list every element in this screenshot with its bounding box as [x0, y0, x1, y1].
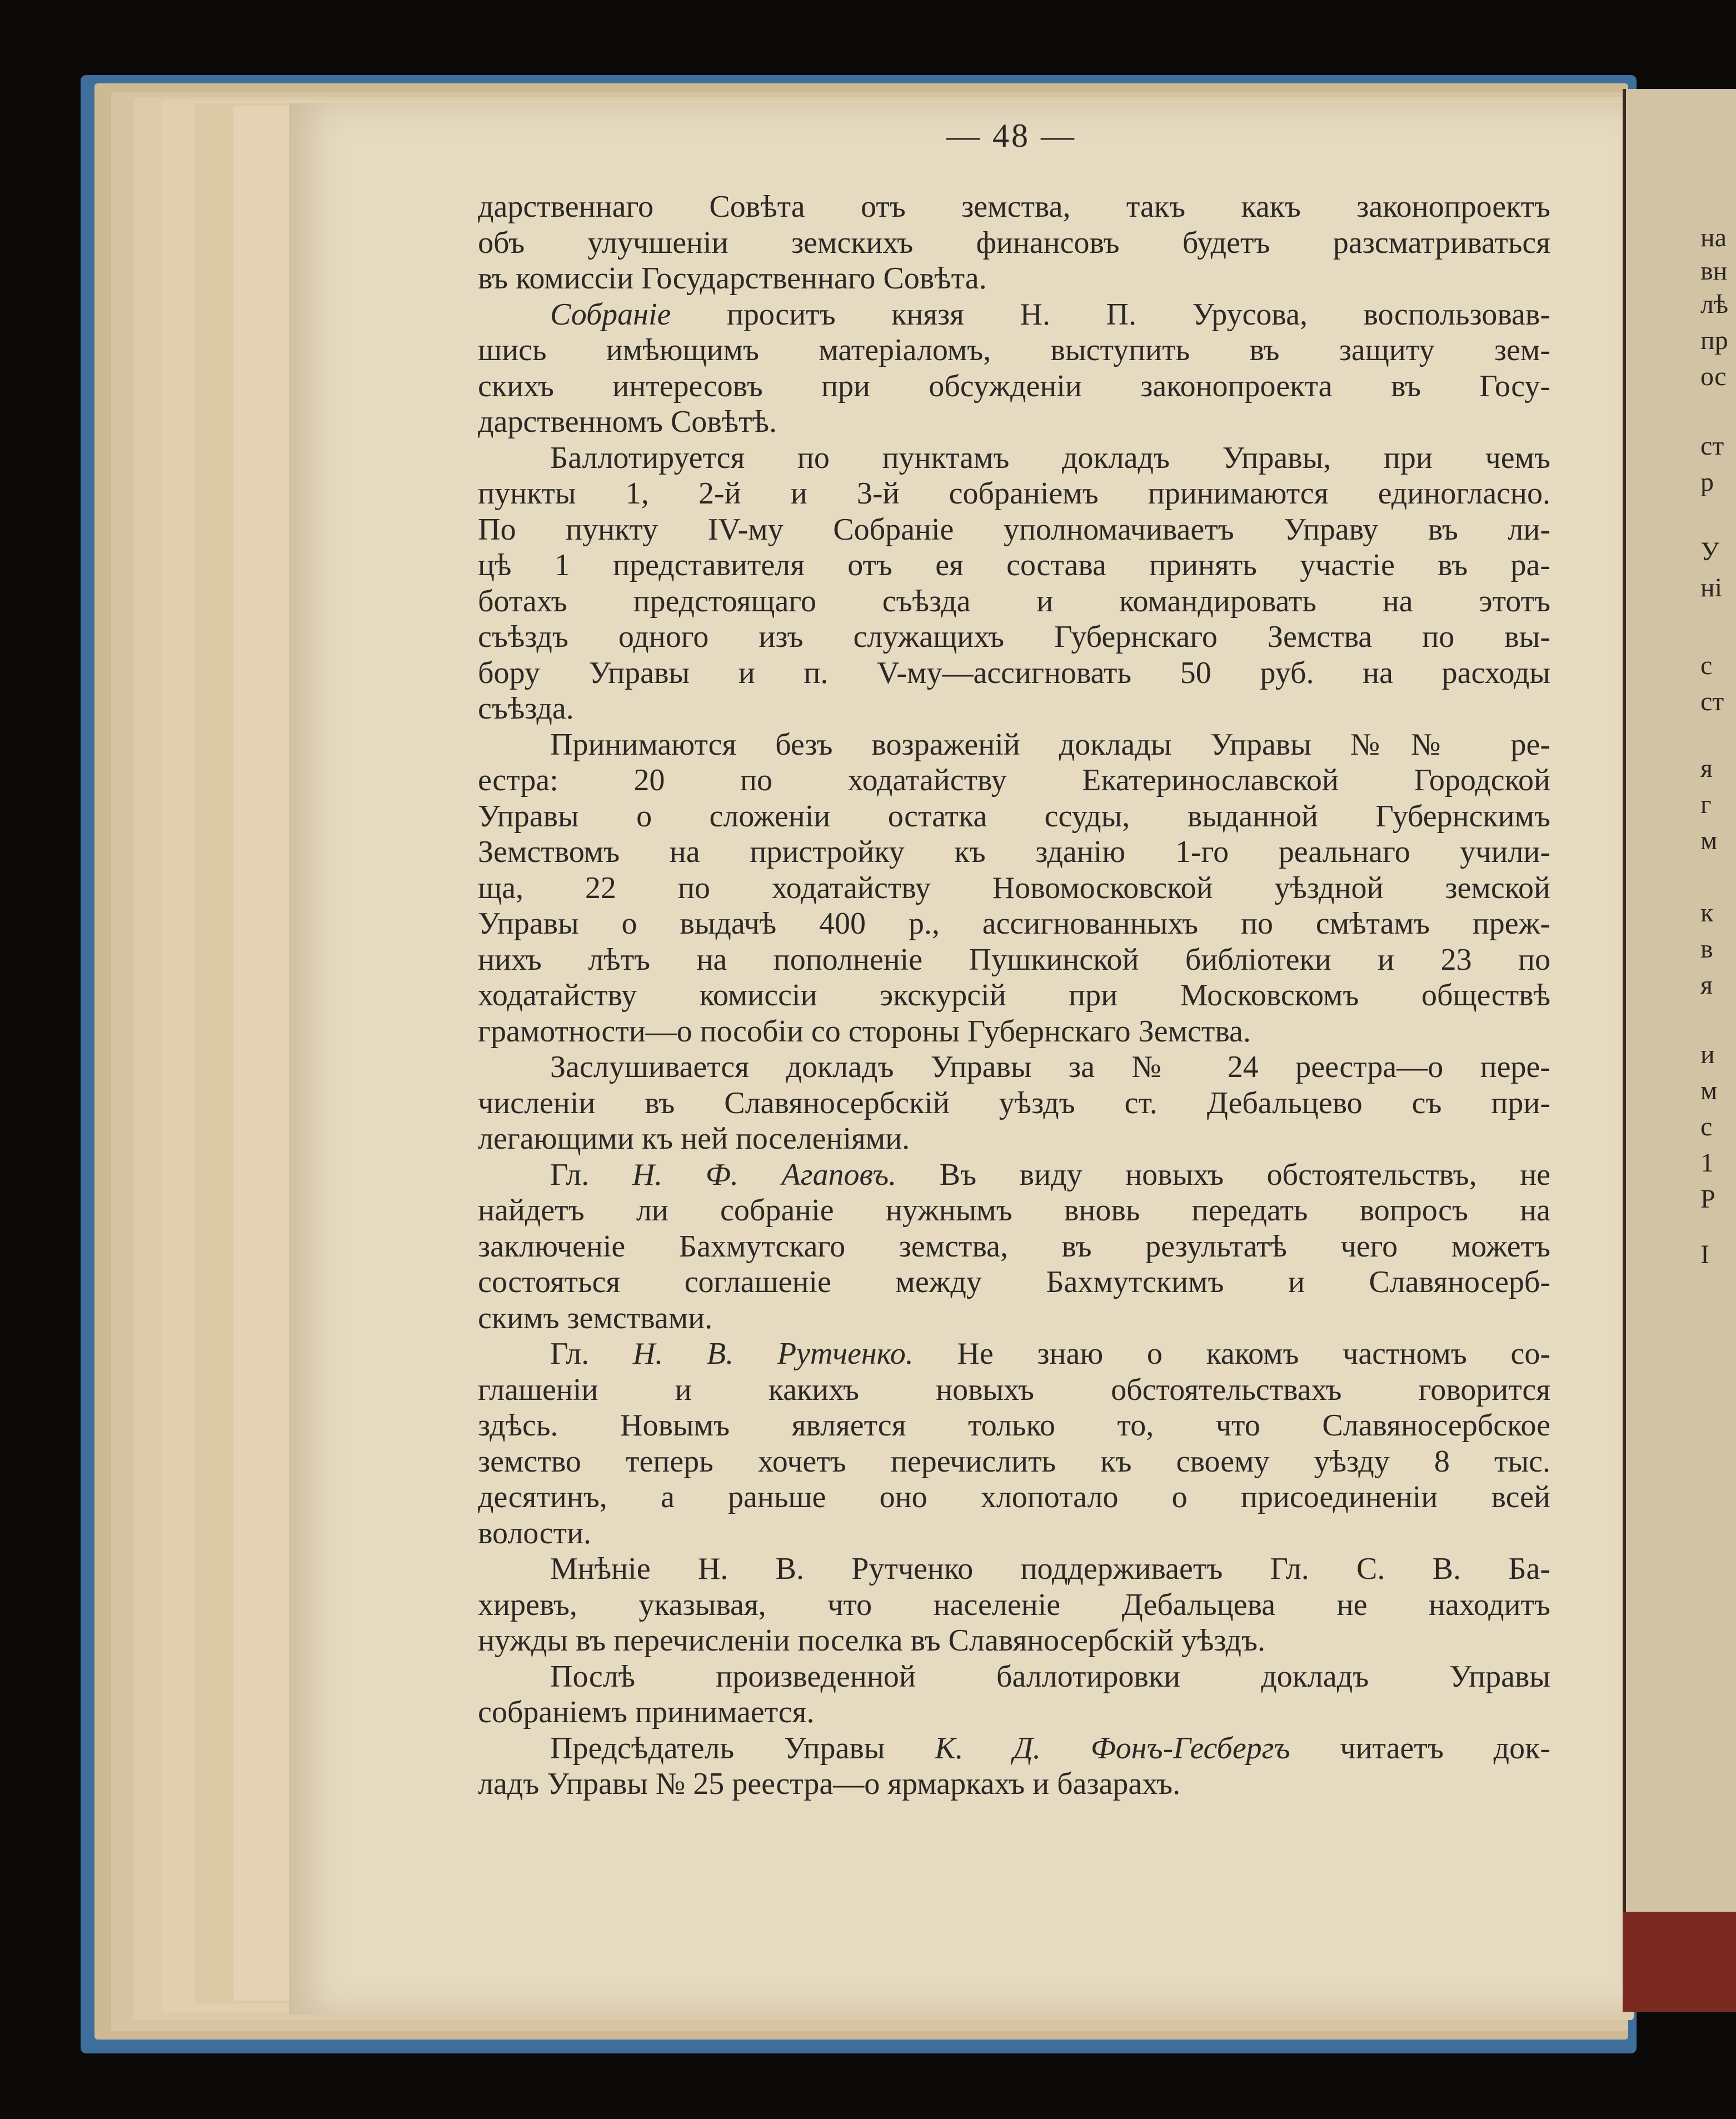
line-text: Мнѣніе Н. В. Рутченко поддерживаетъ Гл. С. В. Ба-: [550, 1552, 1550, 1586]
right-page-fragment: 1: [1700, 1148, 1714, 1178]
text-line: [478, 225, 1550, 261]
line-text: Управы о выдачѣ 400 р., ассигнованныхъ по смѣтамъ преж-: [478, 906, 1550, 941]
italic-name: Н. В. Рутченко.: [632, 1337, 914, 1371]
right-page-fragment: пр: [1700, 326, 1728, 355]
line-text: пункты 1, 2-й и 3-й собраніемъ принимаются единогласно.: [478, 476, 1550, 511]
text-line: [478, 1766, 1550, 1802]
text-line: [478, 1623, 1550, 1659]
line-text: легающими къ ней поселеніями.: [478, 1121, 910, 1156]
line-text: шись имѣющимъ матеріаломъ, выступить въ защиту зем-: [478, 333, 1550, 367]
text-line: [478, 870, 1550, 906]
text-line: [478, 799, 1550, 835]
line-text: нужды въ перечисленіи поселка въ Славяносербскій уѣздъ.: [478, 1623, 1265, 1658]
line-text: заключеніе Бахмутскаго земства, въ результатѣ чего можетъ: [478, 1229, 1550, 1264]
page-number: — 48 —: [946, 117, 1076, 154]
right-page-fragment: м: [1700, 826, 1718, 855]
text-line: [478, 1229, 1550, 1265]
line-text: дарственномъ Совѣтѣ.: [478, 405, 777, 439]
right-page-fragment: я: [1700, 970, 1713, 1000]
text-line: [478, 1515, 1550, 1552]
text-line: [478, 762, 1550, 799]
text-line: [478, 261, 1550, 297]
text-line: [478, 1049, 1550, 1085]
text-line: [478, 1372, 1550, 1408]
text-line: [478, 1264, 1550, 1300]
line-text: читаетъ док-: [1290, 1731, 1550, 1766]
text-line: [478, 1587, 1550, 1623]
line-text: численіи въ Славяносербскій уѣздъ ст. Дебальцево съ при-: [478, 1085, 1550, 1120]
text-line: [478, 1336, 1550, 1372]
line-text: въ комиссіи Государственнаго Совѣта.: [478, 261, 987, 296]
text-line: [478, 547, 1550, 584]
text-line: [478, 1444, 1550, 1480]
text-line: [478, 512, 1550, 548]
text-line: [478, 942, 1550, 978]
line-text: естра: 20 по ходатайству Екатеринославской Городской: [478, 763, 1550, 797]
text-line: [478, 1157, 1550, 1193]
text-line: [478, 1014, 1550, 1050]
line-text: проситъ князя Н. П. Урусова, воспользовав-: [671, 297, 1550, 332]
line-text: Баллотируется по пунктамъ докладъ Управы, при чемъ: [550, 440, 1550, 475]
text-line: [478, 368, 1550, 405]
line-text: глашеніи и какихъ новыхъ обстоятельствахъ говорится: [478, 1372, 1550, 1407]
right-page-fragment: лѣ: [1700, 290, 1729, 319]
right-page-fragment: Р: [1700, 1184, 1715, 1214]
line-text: Управы о сложеніи остатка ссуды, выданной Губернскимъ: [478, 799, 1550, 834]
right-page-fragment: ні: [1700, 573, 1723, 602]
text-line: [478, 297, 1550, 333]
line-text: найдетъ ли собраніе нужнымъ вновь передать вопросъ на: [478, 1193, 1550, 1228]
right-page-fragment: ст: [1700, 687, 1724, 716]
italic-name: Н. Ф. Агаповъ.: [632, 1157, 897, 1192]
line-text: волости.: [478, 1515, 591, 1550]
line-text: ботахъ предстоящаго съѣзда и командировать на этотъ: [478, 584, 1550, 619]
line-text: скимъ земствами.: [478, 1300, 713, 1335]
line-text: цѣ 1 представителя отъ ея состава принять участіе въ ра-: [478, 548, 1550, 582]
text-line: [478, 1408, 1550, 1444]
right-page-fragment: р: [1700, 467, 1714, 497]
text-line: [478, 476, 1550, 512]
line-text: состояться соглашеніе между Бахмутскимъ и Славяносерб-: [478, 1265, 1550, 1299]
text-line: [478, 1193, 1550, 1229]
line-text: Послѣ произведенной баллотировки докладъ Управы: [550, 1659, 1550, 1694]
text-line: [478, 584, 1550, 620]
text-line: [478, 404, 1550, 440]
text-line: [478, 619, 1550, 655]
text-line: [478, 1121, 1550, 1157]
line-text: дарственнаго Совѣта отъ земства, такъ какъ законопроектъ: [478, 190, 1550, 224]
right-page-fragment: ст: [1700, 431, 1724, 461]
text-line: [478, 189, 1550, 225]
right-page-fragment: я: [1700, 754, 1713, 783]
line-text: По пункту IV-му Собраніе уполномачиваетъ Управу въ ли-: [478, 512, 1550, 547]
line-text: ладъ Управы № 25 реестра—о ярмаркахъ и базарахъ.: [478, 1767, 1181, 1801]
line-text: ходатайству комиссіи экскурсій при Московскомъ обществѣ: [478, 978, 1550, 1013]
speaker-prefix: Предсѣдатель Управы: [550, 1731, 935, 1766]
text-line: [478, 332, 1550, 368]
right-page-fragment: и: [1700, 1040, 1715, 1069]
text-line: [478, 1085, 1550, 1121]
line-text: Въ виду новыхъ обстоятельствъ, не: [896, 1157, 1551, 1192]
text-line: [478, 1731, 1550, 1767]
line-text: бору Управы и п. V-му—ассигновать 50 руб. на расходы: [478, 655, 1550, 690]
speaker-prefix: Гл.: [550, 1337, 633, 1371]
right-page-fragment: ос: [1700, 362, 1727, 391]
right-page-fragment: г: [1700, 790, 1712, 819]
italic-name: Собраніе: [550, 297, 671, 332]
text-line: [478, 906, 1550, 942]
line-text: грамотности—о пособіи со стороны Губернскаго Земства.: [478, 1014, 1251, 1049]
right-page-fragment: к: [1700, 898, 1714, 928]
text-line: [478, 440, 1550, 476]
line-text: десятинъ, а раньше оно хлопотало о присоединеніи всей: [478, 1480, 1550, 1514]
right-page-fragment: на: [1700, 223, 1727, 252]
right-page-fragment: І: [1700, 1240, 1709, 1269]
text-line: [478, 1694, 1550, 1731]
text-line: [478, 1551, 1550, 1587]
text-line: [478, 727, 1550, 763]
text-line: [478, 655, 1550, 691]
line-text: Не знаю о какомъ частномъ со-: [913, 1337, 1550, 1371]
line-text: съѣзда.: [478, 691, 574, 726]
text-line: [478, 691, 1550, 727]
italic-name: К. Д. Фонъ-Гесбергъ: [935, 1731, 1290, 1766]
text-line: [478, 1300, 1550, 1337]
line-text: съѣздъ одного изъ служащихъ Губернскаго Земства по вы-: [478, 620, 1550, 654]
line-text: земство теперь хочетъ перечислить къ своему уѣзду 8 тыс.: [478, 1444, 1550, 1479]
line-text: ща, 22 по ходатайству Новомосковской уѣздной земской: [478, 870, 1550, 905]
right-page-fragment: в: [1700, 934, 1713, 964]
line-text: Принимаются безъ возраженій доклады Управы №№ ре-: [550, 727, 1550, 762]
right-page-fragment: с: [1700, 1112, 1713, 1141]
page-text: [478, 189, 1550, 1802]
line-text: Земствомъ на пристройку къ зданію 1-го реальнаго учили-: [478, 835, 1550, 869]
line-text: хиревъ, указывая, что населеніе Дебальцева не находитъ: [478, 1587, 1550, 1622]
text-line: [478, 1659, 1550, 1695]
line-text: объ улучшеніи земскихъ финансовъ будетъ разсматриваться: [478, 225, 1550, 260]
line-text: собраніемъ принимается.: [478, 1695, 815, 1729]
line-text: нихъ лѣтъ на пополненіе Пушкинской библіотеки и 23 по: [478, 942, 1550, 977]
text-line: [478, 1479, 1550, 1515]
speaker-prefix: Гл.: [550, 1157, 632, 1192]
right-page-fragment: У: [1700, 537, 1719, 566]
text-line: [478, 978, 1550, 1014]
right-page-fragment: вн: [1700, 256, 1728, 286]
line-text: Заслушивается докладъ Управы за № 24 реестра—о пере-: [550, 1050, 1550, 1084]
right-page-fragment: с: [1700, 651, 1713, 680]
text-line: [478, 834, 1550, 870]
line-text: скихъ интересовъ при обсужденіи законопроекта въ Госу-: [478, 368, 1550, 403]
line-text: здѣсь. Новымъ является только то, что Славяносербское: [478, 1408, 1550, 1443]
right-page-fragment: м: [1700, 1076, 1718, 1105]
